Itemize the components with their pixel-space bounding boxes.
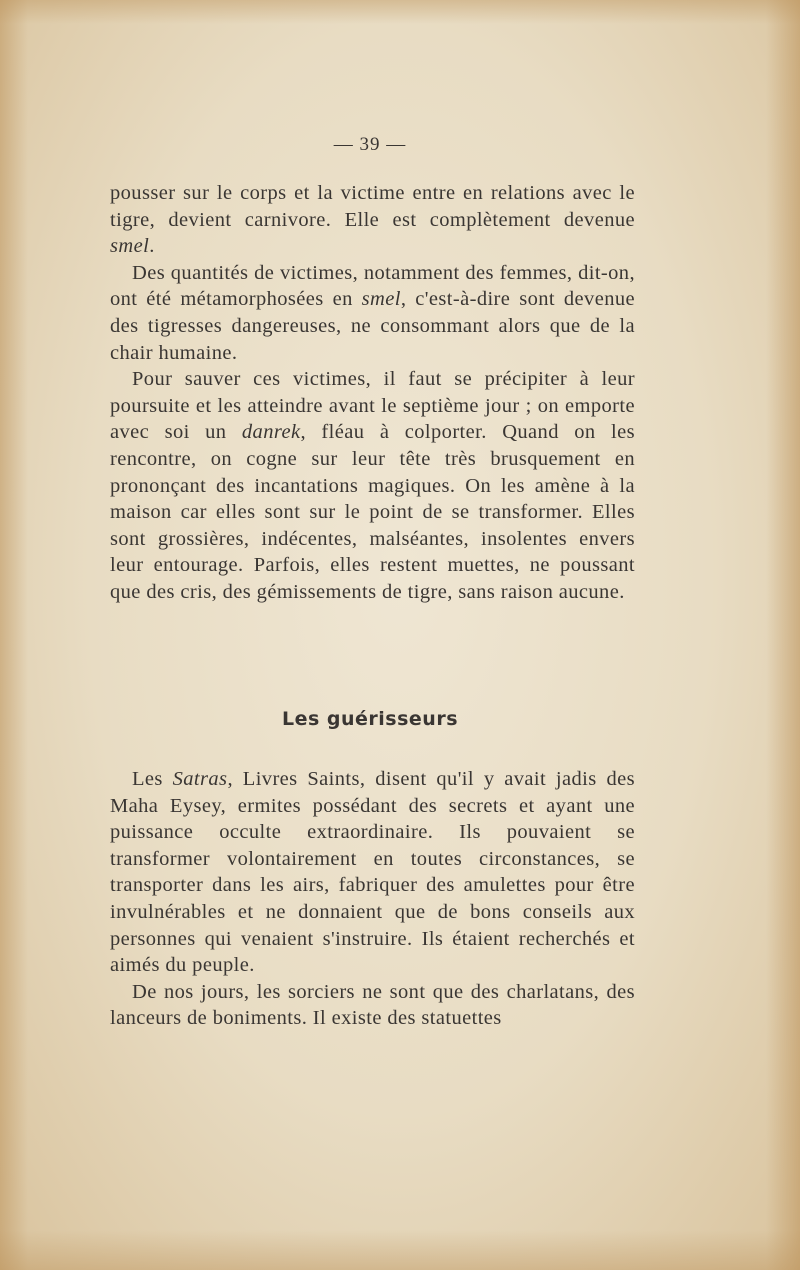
body-text-section-2 bbox=[110, 766, 635, 1032]
paragraph bbox=[110, 366, 635, 605]
body-text-section-1 bbox=[110, 180, 635, 606]
section-heading: Les guérisseurs bbox=[281, 708, 459, 730]
text-run: , fléau à colporter. Quand on les rencontre, on cogne sur leur tête très brusquement en prononçant des incantations magiques. On les amène à la maison car elles sont sur le point de se transformer. Elles sont grossières, indécentes, malséantes, insolentes envers leur entourage. Parfois, elles restent muettes, ne poussant que des cris, des gémissements de tigre, sans raison aucune. bbox=[110, 421, 635, 603]
text-run: , c'est-à-dire sont devenue des tigresses dangereuses, ne consommant alors que de la chair humaine. bbox=[110, 288, 635, 364]
italic-term: smel bbox=[361, 288, 401, 311]
paragraph bbox=[110, 180, 635, 260]
text-run: Des quantités de victimes, notamment des femmes, dit-on, ont été métamorphosées en bbox=[110, 261, 635, 311]
page-edge-shadow-bottom bbox=[0, 1230, 800, 1270]
text-run: De nos jours, les sorciers ne sont que des charlatans, des lanceurs de boniments. Il existe des statuettes bbox=[110, 980, 635, 1030]
italic-term: smel bbox=[110, 235, 150, 258]
page-edge-shadow-right bbox=[766, 0, 800, 1270]
text-run: , Livres Saints, disent qu'il y avait jadis des Maha Eysey, ermites possédant des secrets et ayant une puissance occulte extraordinaire. Ils pouvaient se transformer volontairement en toutes circonstances, se transporter dans les airs, fabriquer des amulettes pour être invulnérables et ne donnaient que de bons conseils aux personnes qui venaient s'instruire. Ils étaient recherchés et aimés du peuple. bbox=[110, 768, 635, 977]
text-run: Pour sauver ces victimes, il faut se précipiter à leur poursuite et les atteindre avant le septième jour ; on emporte avec soi un bbox=[110, 368, 635, 444]
paragraph bbox=[110, 979, 635, 1032]
text-run: pousser sur le corps et la victime entre en relations avec le tigre, devient carnivore. Elle est complètement devenue bbox=[110, 182, 635, 231]
page-number: — 39 — bbox=[333, 134, 407, 155]
page-edge-shadow-top bbox=[0, 0, 800, 24]
italic-term: Satras bbox=[172, 768, 228, 790]
paragraph bbox=[110, 766, 635, 979]
page-edge-shadow-left bbox=[0, 0, 28, 1270]
text-run: Les bbox=[132, 768, 173, 790]
italic-term: danrek bbox=[241, 421, 301, 444]
paragraph bbox=[110, 260, 635, 366]
text-run: . bbox=[149, 235, 155, 258]
